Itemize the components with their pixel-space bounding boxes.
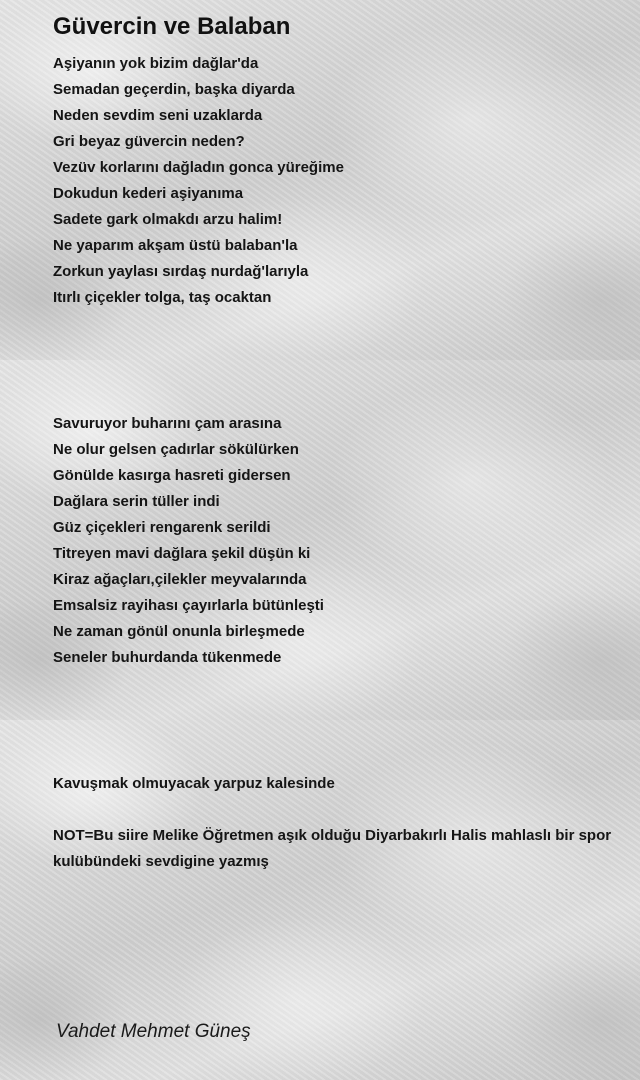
poem-line: Vezüv korlarını dağladın gonca yüreğime (53, 159, 344, 176)
poem-line: Zorkun yaylası sırdaş nurdağ'larıyla (53, 263, 309, 280)
poem-line: Ne zaman gönül onunla birleşmede (53, 623, 305, 640)
poem-line: Kavuşmak olmuyacak yarpuz kalesinde (53, 775, 335, 792)
poem-line: Kiraz ağaçları,çilekler meyvalarında (53, 571, 307, 588)
stanza-3 (53, 771, 335, 797)
poem-line: Semadan geçerdin, başka diyarda (53, 81, 295, 98)
poem-line: Emsalsiz rayihası çayırlarla bütünleşti (53, 597, 324, 614)
poem-line: Seneler buhurdanda tükenmede (53, 649, 282, 666)
poem-line: Dağlara serin tüller indi (53, 493, 220, 510)
poem-line: Güz çiçekleri rengarenk serildi (53, 519, 271, 536)
poem-line: Gönülde kasırga hasreti gidersen (53, 467, 291, 484)
poem-line: Ne olur gelsen çadırlar sökülürken (53, 441, 299, 458)
poem-line: Ne yaparım akşam üstü balaban'la (53, 237, 298, 254)
poem-line: Titreyen mavi dağlara şekil düşün ki (53, 545, 311, 562)
poem-note: NOT=Bu siire Melike Öğretmen aşık olduğu Diyarbakırlı Halis mahlaslı bir spor kulübündeki sevdigine yazmış (53, 827, 612, 870)
poem-panel-1 (0, 0, 640, 360)
poem-line: Neden sevdim seni uzaklarda (53, 107, 263, 124)
poem-author: Vahdet Mehmet Güneş (56, 1021, 251, 1042)
poem-line: Aşiyanın yok bizim dağlar'da (53, 55, 259, 72)
stanza-1 (53, 51, 344, 311)
poem-panel-2 (0, 360, 640, 720)
poem-line: Dokudun kederi aşiyanıma (53, 185, 244, 202)
poem-line: Savuruyor buharını çam arasına (53, 415, 282, 432)
stanza-2 (53, 411, 324, 671)
poem-line: Gri beyaz güvercin neden? (53, 133, 245, 150)
poem-panel-3 (0, 720, 640, 1080)
poem-line: Itırlı çiçekler tolga, taş ocaktan (53, 289, 272, 306)
poem-line: Sadete gark olmakdı arzu halim! (53, 211, 283, 228)
poem-title: Güvercin ve Balaban (53, 13, 291, 40)
